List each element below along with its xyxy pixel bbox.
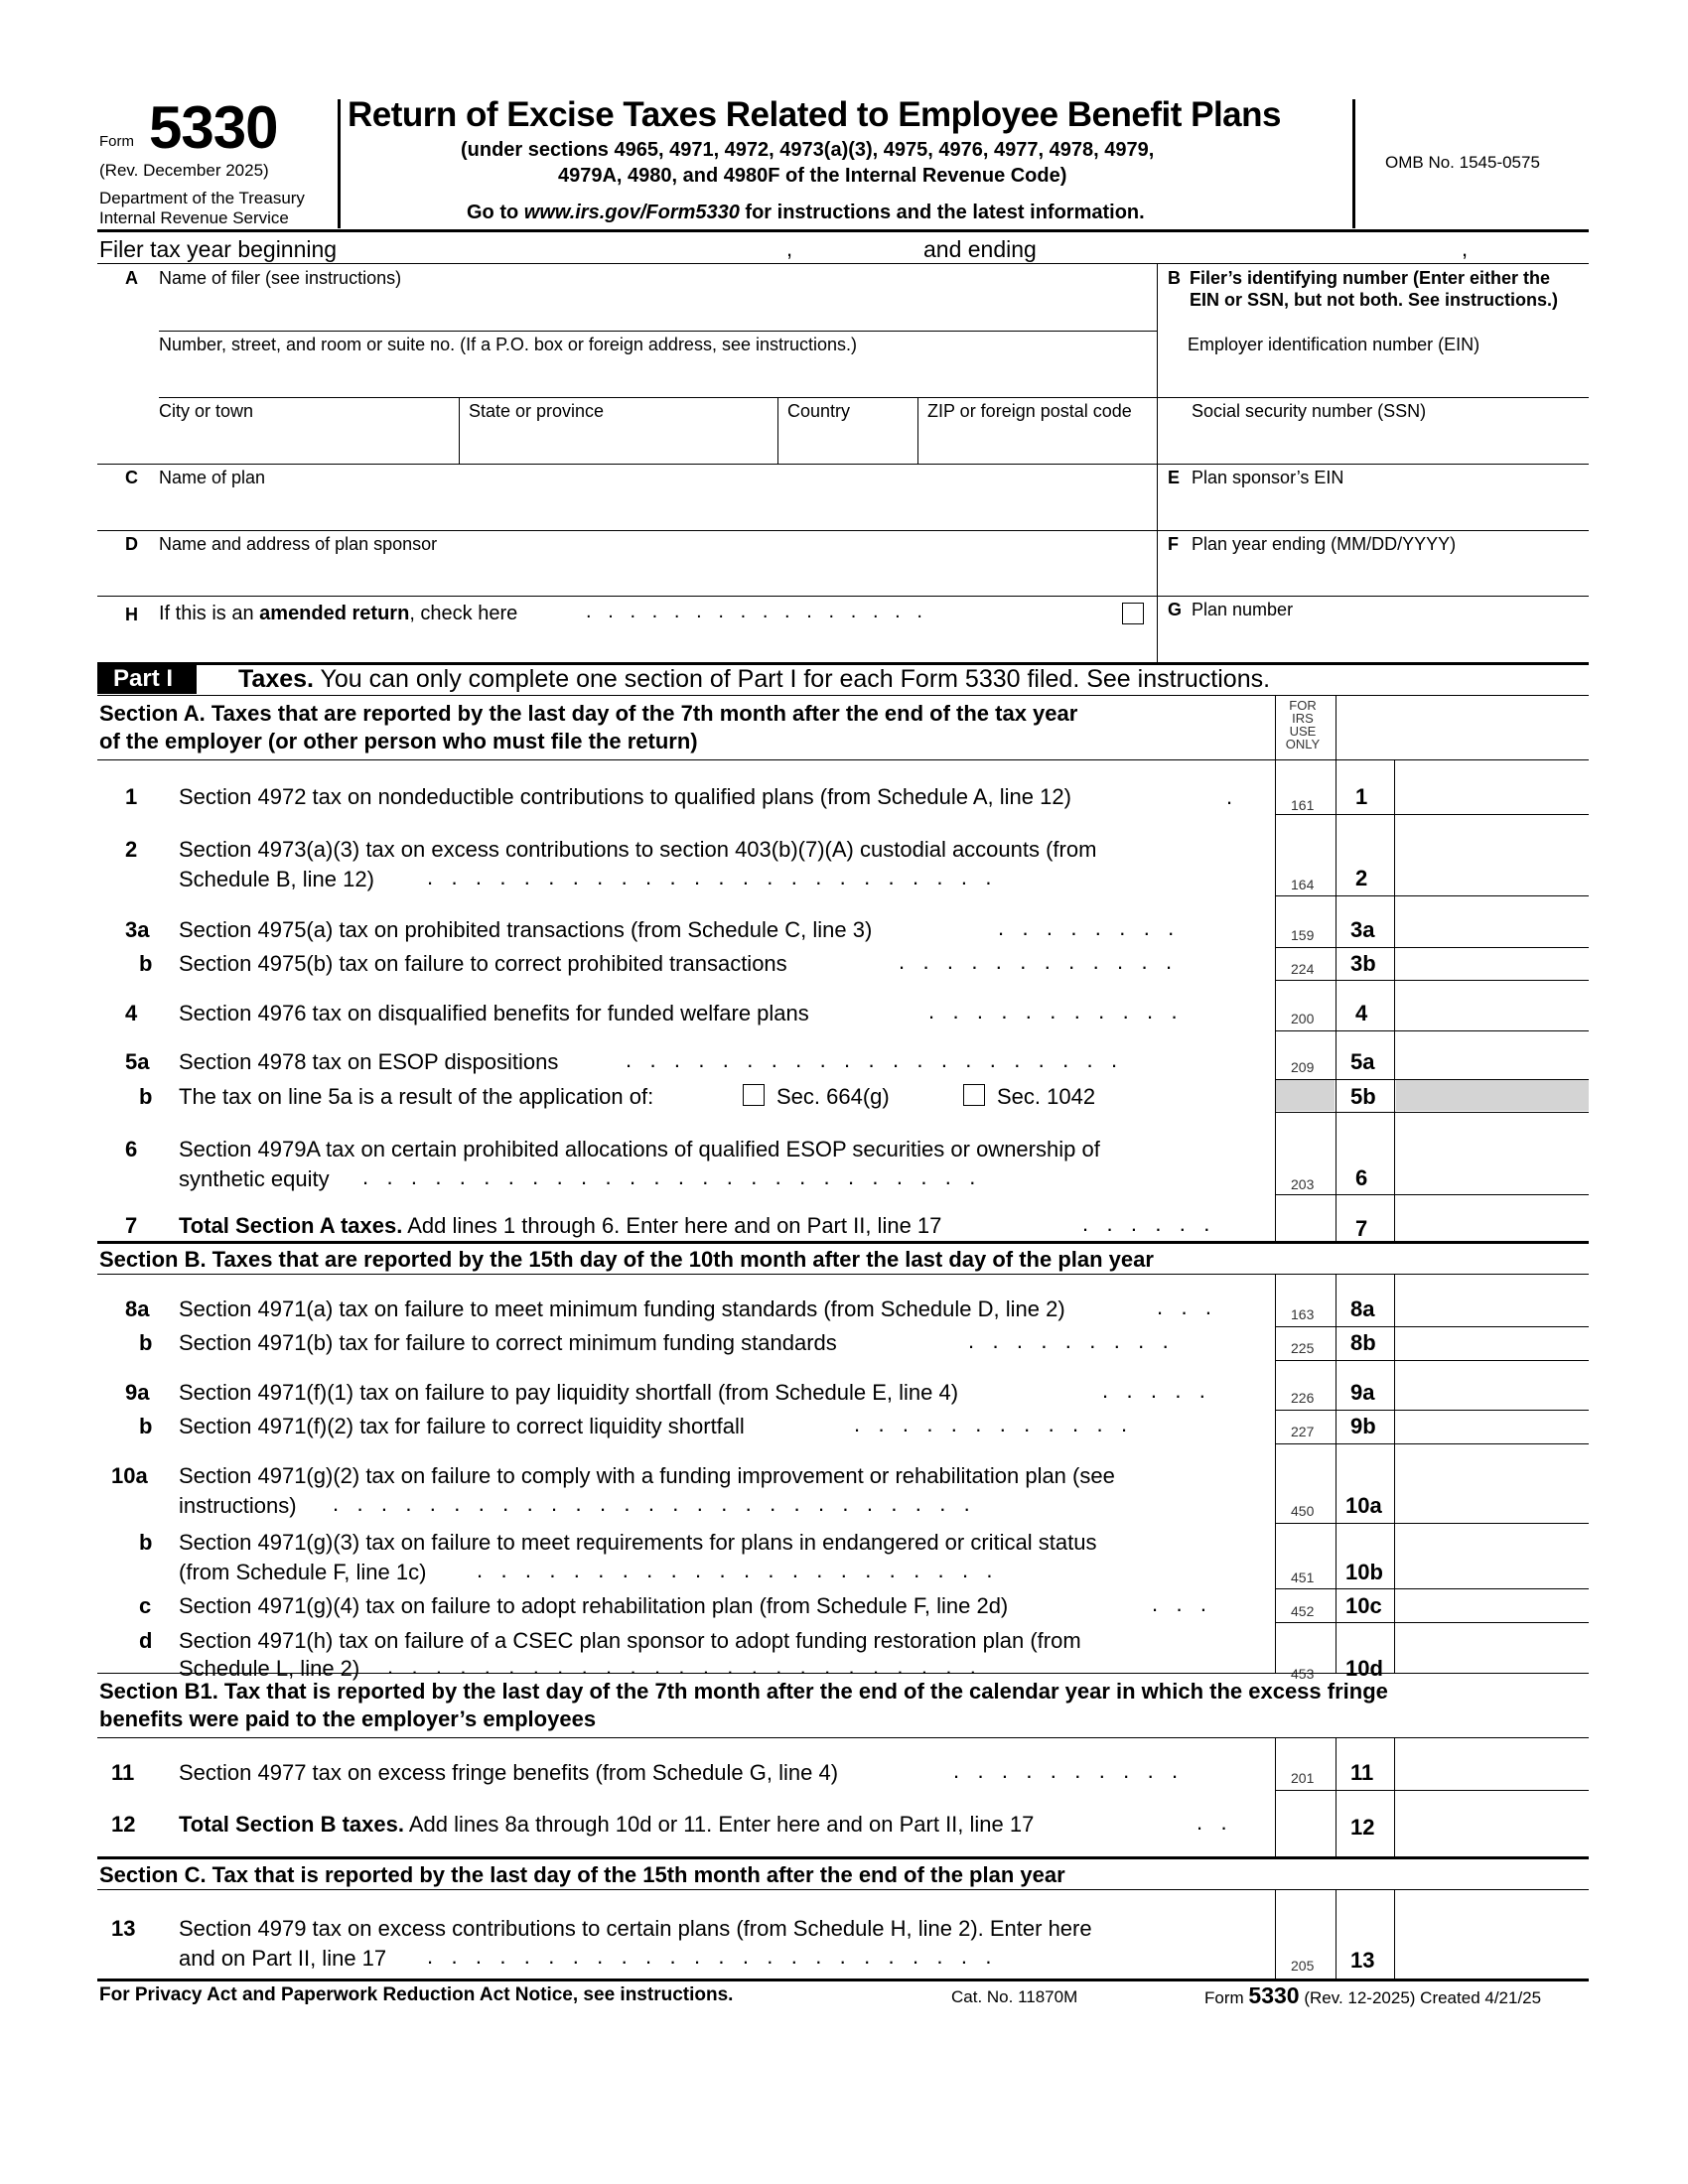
line-b-letter: B xyxy=(1168,268,1181,288)
line-8a-box-label: 8a xyxy=(1350,1297,1375,1321)
line-10b-text-1: Section 4971(g)(3) tax on failure to meet requirements for plans in endangered or critical status xyxy=(179,1530,1097,1555)
line-5a-number: 5a xyxy=(125,1049,150,1074)
line-1-box-label: 1 xyxy=(1355,784,1368,809)
country-input[interactable] xyxy=(784,425,914,461)
instructions-link-line: Go to www.irs.gov/Form5330 for instructions and the latest information. xyxy=(467,202,1145,223)
form-5330-page: Form 5330 (Rev. December 2025) Department of the Treasury Internal Revenue Service Return of Excise Taxes Related to Employee Benefit Plans (under sections 4965, 4971, 4972, 4973(a)(3), 4975, 4976, 4977, 4978, 4979, 4979A, 4980, and 4980F of the Internal Revenue Code) Go to www.irs.gov/Form5330 for instructions and the latest information. OMB No. 1545-0575 Filer tax year beginning , and ending , A Name of filer (see instructions) Number, street, and room or suite no. (If a P.O. box or foreign address, see instructions.) City or town State or province Country ZIP or foreign postal code B Filer’s identifying number (Enter either the EIN or SSN, but not both. See instructions.) Employer identification number (EIN) Social security number (SSN) C Name of plan E Plan sponsor’s EIN D Name and address of plan sponsor F Plan year ending (MM/DD/YYYY) H If this is an amended return, check here . . . . . . . . . . . . . . . . G Plan number Part I Taxes. You can only complete one section of Part I for each Form 5330 filed. See instructions. Section A. Taxes that are reported by the last day of the 7th month after the end of the tax year of the employer (or other person who must file the return) FOR IRS USE ONLY 1 Section 4972 tax on nondeductible contributions to qualified plans (from Schedule A, line 12) . 161 1 2 Section 4973(a)(3) tax on excess contributions to section 403(b)(7)(A) custodial accounts (from Schedule B, line 12) . . . . . . . . . . . . . . . . . . . . . . . . 164 2 3a Section 4975(a) tax on prohibited transactions (from Schedule C, line 3) . . . . . . . . 159 3a b Section 4975(b) tax on failure to correct prohibited transactions . . . . . . . . . . . . 224 3b 4 Section 4976 tax on disqualified benefits for funded welfare plans . . . . . . . . . . . 200 4 5a Section 4978 tax on ESOP dispositions . . . . . . . . . . . . . . . . . . . . . 209 5a b The tax on line 5a is a result of the application of: Sec. 664(g) Sec. 1042 5b 6 Section 4979A tax on certain prohibited allocations of qualified ESOP securities or ownership of synthetic equity . . . . . . . . . . . . . . . . . . . . . . . . . . 203 6 7 Total Section A taxes. Add lines 1 through 6. Enter here and on Part II, line 17 . . . . . . 7 Section B. Taxes that are reported by the 15th day of the 10th month after the last day of the plan year 8a Section 4971(a) tax on failure to meet minimum funding standards (from Schedule D, line 2) . . . 163 8a b Section 4971(b) tax for failure to correct minimum funding standards . . . . . . . . . 225 8b 9a Section 4971(f)(1) tax on failure to pay liquidity shortfall (from Schedule E, line 4) . . . . . 226 9a b Section 4971(f)(2) tax for failure to correct liquidity shortfall . . . . . . . . . . . . 227 9b 10a Section 4971(g)(2) tax on failure to comply with a funding improvement or rehabilitation plan (see instructions) . . . . . . . . . . . . . . . . . . . . . . . . . . . 450 10a b Section 4971(g)(3) tax on failure to meet requirements for plans in endangered or critical status (from Schedule F, line 1c) . . . . . . . . . . . . . . . . . . . . . . 451 10b c Section 4971(g)(4) tax on failure to adopt rehabilitation plan (from Schedule F, line 2d) . . . 452 10c d Section 4971(h) tax on failure of a CSEC plan sponsor to adopt funding restoration plan (from Schedule L, line 2) . . . . . . . . . . . . . . . . . . . . . . . . . 453 10d Section B1. Tax that is reported by the last day of the 7th month after the end of the calendar year in which the excess fringe benefits were paid to the employer’s employees 11 Section 4977 tax on excess fringe benefits (from Schedule G, line 4) . . . . . . . . . . 201 11 12 Total Section B taxes. Add lines 8a through 10d or 11. Enter here and on Part II, line 17 . . 12 Section C. Tax that is reported by the last day of the 15th month after the end of the plan year 13 Section 4979 tax on excess contributions to certain plans (from Schedule H, line 2). Enter here and on Part II, line 17 . . . . . . . . . . . . . . . . . . . . . . . . 205 13 For Privacy Act and Paperwork Reduction Act Notice, see instructions. Cat. No. 11870M Form 5330 (Rev. 12-2025) Created 4/21/25 xyxy=(0,0,1688,2184)
sponsor-ein-input[interactable] xyxy=(1168,492,1581,528)
address-input[interactable] xyxy=(159,359,1147,395)
line-5b-shaded-code xyxy=(1276,1080,1335,1111)
line-10a-amount-input[interactable] xyxy=(1400,1475,1584,1517)
line-3b-number: b xyxy=(139,951,153,976)
line-5a-amount-input[interactable] xyxy=(1400,1034,1584,1074)
line-h-letter: H xyxy=(125,605,138,624)
line-6-amount-input[interactable] xyxy=(1400,1148,1584,1189)
line-10b-text-2: (from Schedule F, line 1c) xyxy=(179,1560,427,1584)
footer-form-id: Form 5330 (Rev. 12-2025) Created 4/21/25 xyxy=(1204,1982,1542,2008)
line-12-amount-input[interactable] xyxy=(1400,1795,1584,1837)
line-5b-number: b xyxy=(139,1084,153,1109)
filer-id-label-2: EIN or SSN, but not both. See instructions.) xyxy=(1190,290,1559,310)
line-13-amount-input[interactable] xyxy=(1400,1930,1584,1974)
tax-year-end-input[interactable] xyxy=(1053,236,1460,262)
line-9a-number: 9a xyxy=(125,1380,150,1405)
line-7-number: 7 xyxy=(125,1213,138,1238)
filer-id-label-1: Filer’s identifying number (Enter either the xyxy=(1190,268,1551,288)
tax-year-begin-input[interactable] xyxy=(367,236,784,262)
line-5a-box-label: 5a xyxy=(1350,1049,1375,1074)
line-d-letter: D xyxy=(125,534,138,554)
catalog-number: Cat. No. 11870M xyxy=(951,1987,1078,2006)
sponsor-ein-label: Plan sponsor’s EIN xyxy=(1192,468,1344,487)
line-10d-irs-code: 453 xyxy=(1291,1666,1315,1682)
line-11-box-label: 11 xyxy=(1350,1760,1374,1785)
line-10b-box-label: 10b xyxy=(1345,1560,1383,1584)
line-5a-text: Section 4978 tax on ESOP dispositions xyxy=(179,1049,559,1074)
line-10b-amount-input[interactable] xyxy=(1400,1543,1584,1584)
zip-input[interactable] xyxy=(925,425,1149,461)
ein-input[interactable] xyxy=(1168,359,1581,395)
line-1-text: Section 4972 tax on nondeductible contributions to qualified plans (from Schedule A, line 12) xyxy=(179,784,1071,809)
zip-label: ZIP or foreign postal code xyxy=(927,401,1132,421)
line-10c-irs-code: 452 xyxy=(1291,1603,1315,1619)
plan-year-ending-label: Plan year ending (MM/DD/YYYY) xyxy=(1192,534,1457,554)
tax-year-beginning-label: Filer tax year beginning xyxy=(99,236,338,262)
line-6-text-2: synthetic equity xyxy=(179,1166,330,1191)
line-g-letter: G xyxy=(1168,600,1183,619)
line-8b-text: Section 4971(b) tax for failure to correct minimum funding standards xyxy=(179,1330,837,1355)
line-3b-amount-input[interactable] xyxy=(1400,951,1584,977)
plan-number-input[interactable] xyxy=(1168,623,1581,657)
line-13-irs-code: 205 xyxy=(1291,1958,1315,1974)
plan-year-ending-input[interactable] xyxy=(1168,558,1581,594)
line-2-box-label: 2 xyxy=(1355,866,1368,890)
line-10c-number: c xyxy=(139,1593,152,1618)
line-6-number: 6 xyxy=(125,1137,138,1161)
department: Department of the Treasury xyxy=(99,189,305,207)
section-b-heading: Section B. Taxes that are reported by the 15th day of the 10th month after the last day of the plan year xyxy=(99,1247,1154,1272)
line-10a-number: 10a xyxy=(111,1463,148,1488)
ssn-label: Social security number (SSN) xyxy=(1192,401,1427,421)
line-3a-amount-input[interactable] xyxy=(1400,901,1584,943)
line-4-text: Section 4976 tax on disqualified benefits for funded welfare plans xyxy=(179,1001,809,1025)
line-12-text: Total Section B taxes. Add lines 8a through 10d or 11. Enter here and on Part II, line 17 xyxy=(179,1812,1035,1837)
line-10d-box-label: 10d xyxy=(1345,1656,1383,1681)
section-a-heading-2: of the employer (or other person who must file the return) xyxy=(99,729,698,753)
line-7-amount-input[interactable] xyxy=(1400,1199,1584,1237)
line-13-text-1: Section 4979 tax on excess contributions to certain plans (from Schedule H, line 2). Enter here xyxy=(179,1916,1092,1941)
line-11-text: Section 4977 tax on excess fringe benefits (from Schedule G, line 4) xyxy=(179,1760,839,1785)
line-10d-amount-input[interactable] xyxy=(1400,1628,1584,1670)
tax-year-comma-2: , xyxy=(1462,236,1469,261)
tax-year-ending-label: and ending xyxy=(923,236,1037,262)
plan-name-label: Name of plan xyxy=(159,468,266,487)
state-label: State or province xyxy=(469,401,605,421)
country-label: Country xyxy=(787,401,851,421)
tax-year-comma-1: , xyxy=(786,236,793,261)
section-a-heading-1: Section A. Taxes that are reported by the last day of the 7th month after the end of the tax year xyxy=(99,701,1078,726)
line-3a-text: Section 4975(a) tax on prohibited transactions (from Schedule C, line 3) xyxy=(179,917,873,942)
line-e-letter: E xyxy=(1168,468,1181,487)
line-2-text-2: Schedule B, line 12) xyxy=(179,867,374,891)
line-9a-amount-input[interactable] xyxy=(1400,1366,1584,1406)
line-2-irs-code: 164 xyxy=(1291,877,1315,892)
line-2-text-1: Section 4973(a)(3) tax on excess contributions to section 403(b)(7)(A) custodial accounts (from xyxy=(179,837,1097,862)
line-6-text-1: Section 4979A tax on certain prohibited allocations of qualified ESOP securities or ownership of xyxy=(179,1137,1100,1161)
line-10c-amount-input[interactable] xyxy=(1400,1592,1584,1618)
line-10a-box-label: 10a xyxy=(1345,1493,1382,1518)
line-5b-box-label: 5b xyxy=(1350,1084,1376,1109)
line-11-irs-code: 201 xyxy=(1291,1770,1315,1786)
plan-number-label: Plan number xyxy=(1192,600,1294,619)
revision-date: (Rev. December 2025) xyxy=(99,161,269,180)
line-10d-number: d xyxy=(139,1628,153,1653)
line-9a-box-label: 9a xyxy=(1350,1380,1375,1405)
filer-name-label: Name of filer (see instructions) xyxy=(159,268,402,288)
line-3a-box-label: 3a xyxy=(1350,917,1375,942)
line-11-number: 11 xyxy=(111,1760,135,1785)
line-8b-amount-input[interactable] xyxy=(1400,1330,1584,1356)
line-8b-number: b xyxy=(139,1330,153,1355)
line-5a-irs-code: 209 xyxy=(1291,1059,1315,1075)
line-10c-box-label: 10c xyxy=(1345,1593,1382,1618)
line-3b-text: Section 4975(b) tax on failure to correct prohibited transactions xyxy=(179,951,787,976)
line-7-text: Total Section A taxes. Add lines 1 through 6. Enter here and on Part II, line 17 xyxy=(179,1213,942,1238)
line-10a-text-1: Section 4971(g)(2) tax on failure to comply with a funding improvement or rehabilitation plan (see xyxy=(179,1463,1115,1488)
ein-label: Employer identification number (EIN) xyxy=(1188,335,1480,354)
line-12-box-label: 12 xyxy=(1350,1815,1375,1840)
line-5b-text: The tax on line 5a is a result of the application of: xyxy=(179,1084,654,1109)
filer-name-input[interactable] xyxy=(159,293,1147,329)
form-subtitle-2: 4979A, 4980, and 4980F of the Internal Revenue Code) xyxy=(558,165,1067,187)
sponsor-name-address-input[interactable] xyxy=(159,558,1147,594)
line-9b-text: Section 4971(f)(2) tax for failure to correct liquidity shortfall xyxy=(179,1414,745,1438)
irs-use-only-header: FOR IRS USE ONLY xyxy=(1285,698,1321,751)
privacy-notice: For Privacy Act and Paperwork Reduction Act Notice, see instructions. xyxy=(99,1984,734,2005)
line-9b-irs-code: 227 xyxy=(1291,1424,1315,1439)
address-label: Number, street, and room or suite no. (If a P.O. box or foreign address, see instructions.) xyxy=(159,335,858,354)
omb-number: OMB No. 1545-0575 xyxy=(1385,153,1540,172)
line-4-irs-code: 200 xyxy=(1291,1011,1315,1026)
line-6-box-label: 6 xyxy=(1355,1165,1368,1190)
line-7-box-label: 7 xyxy=(1355,1216,1368,1241)
leader-dots: . . . . . . . . . . . . . . . . xyxy=(586,601,922,622)
sec-664g-checkbox[interactable] xyxy=(743,1084,765,1106)
line-9b-number: b xyxy=(139,1414,153,1438)
line-10d-text-2: Schedule L, line 2) xyxy=(179,1656,360,1681)
part-i-title: Taxes. You can only complete one section of Part I for each Form 5330 filed. See instructions. xyxy=(238,665,1271,693)
line-12-number: 12 xyxy=(111,1812,136,1837)
line-1-irs-code: 161 xyxy=(1291,797,1315,813)
line-2-number: 2 xyxy=(125,837,138,862)
line-3a-number: 3a xyxy=(125,917,150,942)
line-9a-text: Section 4971(f)(1) tax on failure to pay liquidity shortfall (from Schedule E, line 4) xyxy=(179,1380,959,1405)
form-label: Form xyxy=(99,133,134,150)
line-13-number: 13 xyxy=(111,1916,136,1941)
irs-url-link[interactable]: www.irs.gov/Form5330 xyxy=(523,202,740,223)
line-10b-irs-code: 451 xyxy=(1291,1570,1315,1585)
section-c-heading: Section C. Tax that is reported by the last day of the 15th month after the end of the plan year xyxy=(99,1862,1065,1887)
form-title: Return of Excise Taxes Related to Employee Benefit Plans xyxy=(348,95,1281,134)
section-b1-heading-1: Section B1. Tax that is reported by the last day of the 7th month after the end of the calendar year in which the excess fringe xyxy=(99,1679,1388,1704)
line-13-box-label: 13 xyxy=(1350,1948,1375,1973)
line-a-letter: A xyxy=(125,268,138,288)
line-3b-irs-code: 224 xyxy=(1291,961,1315,977)
line-13-text-2: and on Part II, line 17 xyxy=(179,1946,387,1971)
line-4-box-label: 4 xyxy=(1355,1001,1368,1025)
line-9a-irs-code: 226 xyxy=(1291,1390,1315,1406)
line-10d-text-1: Section 4971(h) tax on failure of a CSEC plan sponsor to adopt funding restoration plan (from xyxy=(179,1628,1081,1653)
line-11-amount-input[interactable] xyxy=(1400,1743,1584,1785)
line-f-letter: F xyxy=(1168,534,1179,554)
line-8b-box-label: 8b xyxy=(1350,1330,1376,1355)
line-5b-shaded-amount xyxy=(1396,1080,1589,1111)
line-6-irs-code: 203 xyxy=(1291,1176,1315,1192)
form-number: 5330 xyxy=(149,94,278,161)
amended-return-text: If this is an amended return, check here xyxy=(159,603,518,624)
sponsor-name-address-label: Name and address of plan sponsor xyxy=(159,534,438,554)
form-subtitle-1: (under sections 4965, 4971, 4972, 4973(a)(3), 4975, 4976, 4977, 4978, 4979, xyxy=(461,139,1155,161)
line-8a-text: Section 4971(a) tax on failure to meet minimum funding standards (from Schedule D, line 2) xyxy=(179,1297,1065,1321)
plan-name-input[interactable] xyxy=(159,492,1147,528)
city-label: City or town xyxy=(159,401,254,421)
sec-1042-label: Sec. 1042 xyxy=(997,1084,1096,1109)
line-1-number: 1 xyxy=(125,784,138,809)
sec-664g-label: Sec. 664(g) xyxy=(776,1084,890,1109)
line-c-letter: C xyxy=(125,468,138,487)
line-3a-irs-code: 159 xyxy=(1291,927,1315,943)
line-9b-amount-input[interactable] xyxy=(1400,1414,1584,1439)
line-8b-irs-code: 225 xyxy=(1291,1340,1315,1356)
line-9b-box-label: 9b xyxy=(1350,1414,1376,1438)
line-3b-box-label: 3b xyxy=(1350,951,1376,976)
line-10a-text-2: instructions) xyxy=(179,1493,297,1518)
line-10b-number: b xyxy=(139,1530,153,1555)
line-1-amount-input[interactable] xyxy=(1400,766,1584,810)
agency: Internal Revenue Service xyxy=(99,208,289,227)
line-4-number: 4 xyxy=(125,1001,138,1025)
line-10c-text: Section 4971(g)(4) tax on failure to adopt rehabilitation plan (from Schedule F, line 2d) xyxy=(179,1593,1009,1618)
part-i-tag: Part I xyxy=(97,664,197,694)
line-4-amount-input[interactable] xyxy=(1400,985,1584,1026)
line-8a-amount-input[interactable] xyxy=(1400,1281,1584,1322)
ssn-input[interactable] xyxy=(1168,425,1581,461)
line-10a-irs-code: 450 xyxy=(1291,1503,1315,1519)
section-b1-heading-2: benefits were paid to the employer’s employees xyxy=(99,1706,597,1731)
amended-return-checkbox[interactable] xyxy=(1122,603,1144,624)
line-8a-number: 8a xyxy=(125,1297,150,1321)
line-2-amount-input[interactable] xyxy=(1400,849,1584,890)
state-input[interactable] xyxy=(467,425,774,461)
city-input[interactable] xyxy=(159,425,452,461)
line-8a-irs-code: 163 xyxy=(1291,1306,1315,1322)
sec-1042-checkbox[interactable] xyxy=(963,1084,985,1106)
